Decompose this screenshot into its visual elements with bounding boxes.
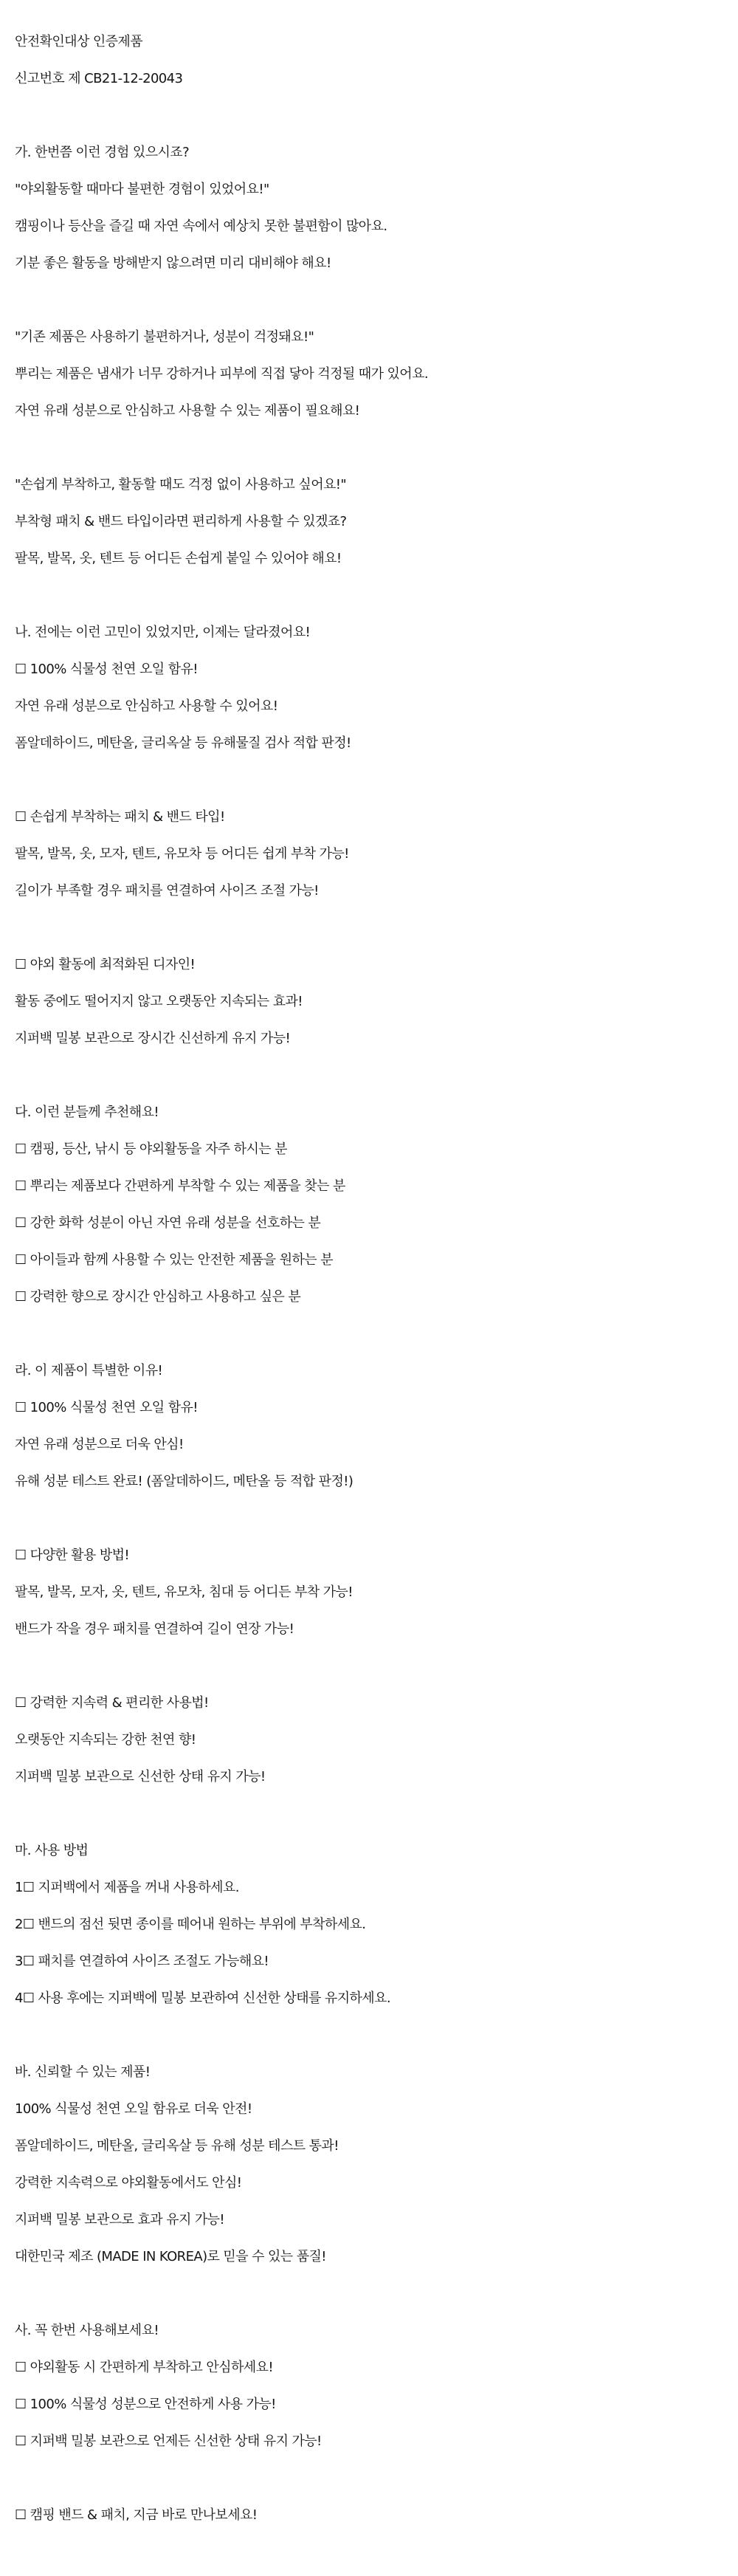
text-line: 2☐ 밴드의 점선 뒷면 종이를 떼어내 원하는 부위에 부착하세요.: [15, 1917, 366, 1932]
text-line: 뿌리는 제품은 냄새가 너무 강하거나 피부에 직접 닿아 걱정될 때가 있어요.: [15, 366, 428, 382]
text-line: 대한민국 제조 (MADE IN KOREA)로 믿을 수 있는 품질!: [15, 2249, 326, 2264]
blank-line: [15, 1057, 723, 1094]
text-line: 안전확인대상 인증제품: [15, 34, 143, 49]
product-description-document: [15, 0, 723, 2534]
text-line: ☐ 야외 활동에 최적화된 디자인!: [15, 957, 196, 972]
text-line: "손쉽게 부착하고, 활동할 때도 걱정 없이 사용하고 싶어요!": [15, 477, 347, 492]
text-line: 자연 유래 성분으로 안심하고 사용할 수 있는 제품이 필요해요!: [15, 403, 360, 419]
text-line: 부착형 패치 & 밴드 타입이라면 편리하게 사용할 수 있겠죠?: [15, 514, 347, 529]
text-line: ☐ 캠핑, 등산, 낚시 등 야외활동을 자주 하시는 분: [15, 1141, 287, 1157]
blank-line: [15, 430, 723, 467]
blank-line: [15, 910, 723, 947]
text-line: ☐ 아이들과 함께 사용할 수 있는 안전한 제품을 원하는 분: [15, 1252, 333, 1268]
text-line: 강력한 지속력으로 야외활동에서도 안심!: [15, 2175, 242, 2191]
text-line: 라. 이 제품이 특별한 이유!: [15, 1363, 163, 1378]
blank-line: [15, 282, 723, 319]
text-line: ☐ 손쉽게 부착하는 패치 & 밴드 타입!: [15, 809, 225, 825]
text-line: 3☐ 패치를 연결하여 사이즈 조절도 가능해요!: [15, 1954, 269, 1969]
text-line: 팔목, 발목, 옷, 텐트 등 어디든 손쉽게 붙일 수 있어야 해요!: [15, 551, 342, 566]
text-line: 마. 사용 방법: [15, 1843, 89, 1858]
text-line: ☐ 100% 식물성 천연 오일 함유!: [15, 1400, 198, 1415]
text-line: "기존 제품은 사용하기 불편하거나, 성분이 걱정돼요!": [15, 329, 314, 345]
text-line: 지퍼백 밀봉 보관으로 신선한 상태 유지 가능!: [15, 1769, 266, 1785]
blank-line: [15, 577, 723, 614]
text-line: 100% 식물성 천연 오일 함유로 더욱 안전!: [15, 2101, 252, 2117]
text-line: 캠핑이나 등산을 즐길 때 자연 속에서 예상치 못한 불편함이 많아요.: [15, 219, 387, 234]
blank-line: [15, 1796, 723, 1833]
text-line: ☐ 강한 화학 성분이 아닌 자연 유래 성분을 선호하는 분: [15, 1215, 321, 1231]
text-line: 1☐ 지퍼백에서 제품을 꺼내 사용하세요.: [15, 1880, 239, 1895]
text-line: 나. 전에는 이런 고민이 있었지만, 이제는 달라졌어요!: [15, 625, 311, 640]
blank-line: [15, 1648, 723, 1685]
text-line: 가. 한번쯤 이런 경험 있으시죠?: [15, 145, 190, 160]
text-line: 다. 이런 분들께 추천해요!: [15, 1105, 159, 1120]
text-line: 지퍼백 밀봉 보관으로 장시간 신선하게 유지 가능!: [15, 1031, 291, 1046]
text-line: 기분 좋은 활동을 방해받지 않으려면 미리 대비해야 해요!: [15, 255, 331, 271]
blank-line: [15, 1316, 723, 1353]
blank-line: [15, 2276, 723, 2312]
text-line: ☐ 야외활동 시 간편하게 부착하고 안심하세요!: [15, 2360, 273, 2375]
text-line: 활동 중에도 떨어지지 않고 오랫동안 지속되는 효과!: [15, 994, 303, 1009]
text-line: ☐ 지퍼백 밀봉 보관으로 언제든 신선한 상태 유지 가능!: [15, 2434, 322, 2449]
text-line: ☐ 다양한 활용 방법!: [15, 1548, 130, 1563]
text-line: 바. 신뢰할 수 있는 제품!: [15, 2064, 151, 2080]
blank-line: [15, 762, 723, 799]
text-line: 유해 성분 테스트 완료! (폼알데하이드, 메탄올 등 적합 판정!): [15, 1474, 354, 1489]
text-line: ☐ 100% 식물성 천연 오일 함유!: [15, 662, 198, 677]
text-line: 팔목, 발목, 옷, 모자, 텐트, 유모차 등 어디든 쉽게 부착 가능!: [15, 846, 349, 862]
text-line: 밴드가 작을 경우 패치를 연결하여 길이 연장 가능!: [15, 1621, 294, 1637]
text-line: 지퍼백 밀봉 보관으로 효과 유지 가능!: [15, 2212, 225, 2228]
text-line: 길이가 부족할 경우 패치를 연결하여 사이즈 조절 가능!: [15, 883, 319, 899]
text-line: 폼알데하이드, 메탄올, 글리옥살 등 유해 성분 테스트 통과!: [15, 2138, 339, 2154]
text-line: 자연 유래 성분으로 더욱 안심!: [15, 1437, 184, 1452]
text-line: 폼알데하이드, 메탄올, 글리옥살 등 유해물질 검사 적합 판정!: [15, 735, 351, 751]
blank-line: [15, 97, 723, 134]
text-line: 자연 유래 성분으로 안심하고 사용할 수 있어요!: [15, 698, 278, 714]
blank-line: [15, 1500, 723, 1537]
text-line: 오랫동안 지속되는 강한 천연 향!: [15, 1732, 196, 1748]
text-line: 팔목, 발목, 모자, 옷, 텐트, 유모차, 침대 등 어디든 부착 가능!: [15, 1584, 353, 1600]
text-line: ☐ 캠핑 밴드 & 패치, 지금 바로 만나보세요!: [15, 2507, 258, 2523]
text-line: 신고번호 제 CB21-12-20043: [15, 71, 183, 86]
blank-line: [15, 2460, 723, 2497]
text-line: ☐ 100% 식물성 성분으로 안전하게 사용 가능!: [15, 2397, 276, 2412]
text-line: 4☐ 사용 후에는 지퍼백에 밀봉 보관하여 신선한 상태를 유지하세요.: [15, 1991, 390, 2006]
text-line: ☐ 강력한 향으로 장시간 안심하고 사용하고 싶은 분: [15, 1289, 301, 1305]
blank-line: [15, 2017, 723, 2054]
text-line: ☐ 뿌리는 제품보다 간편하게 부착할 수 있는 제품을 찾는 분: [15, 1178, 345, 1194]
text-line: "야외활동할 때마다 불편한 경험이 있었어요!": [15, 182, 269, 197]
text-line: 사. 꼭 한번 사용해보세요!: [15, 2323, 159, 2338]
text-line: ☐ 강력한 지속력 & 편리한 사용법!: [15, 1695, 209, 1711]
